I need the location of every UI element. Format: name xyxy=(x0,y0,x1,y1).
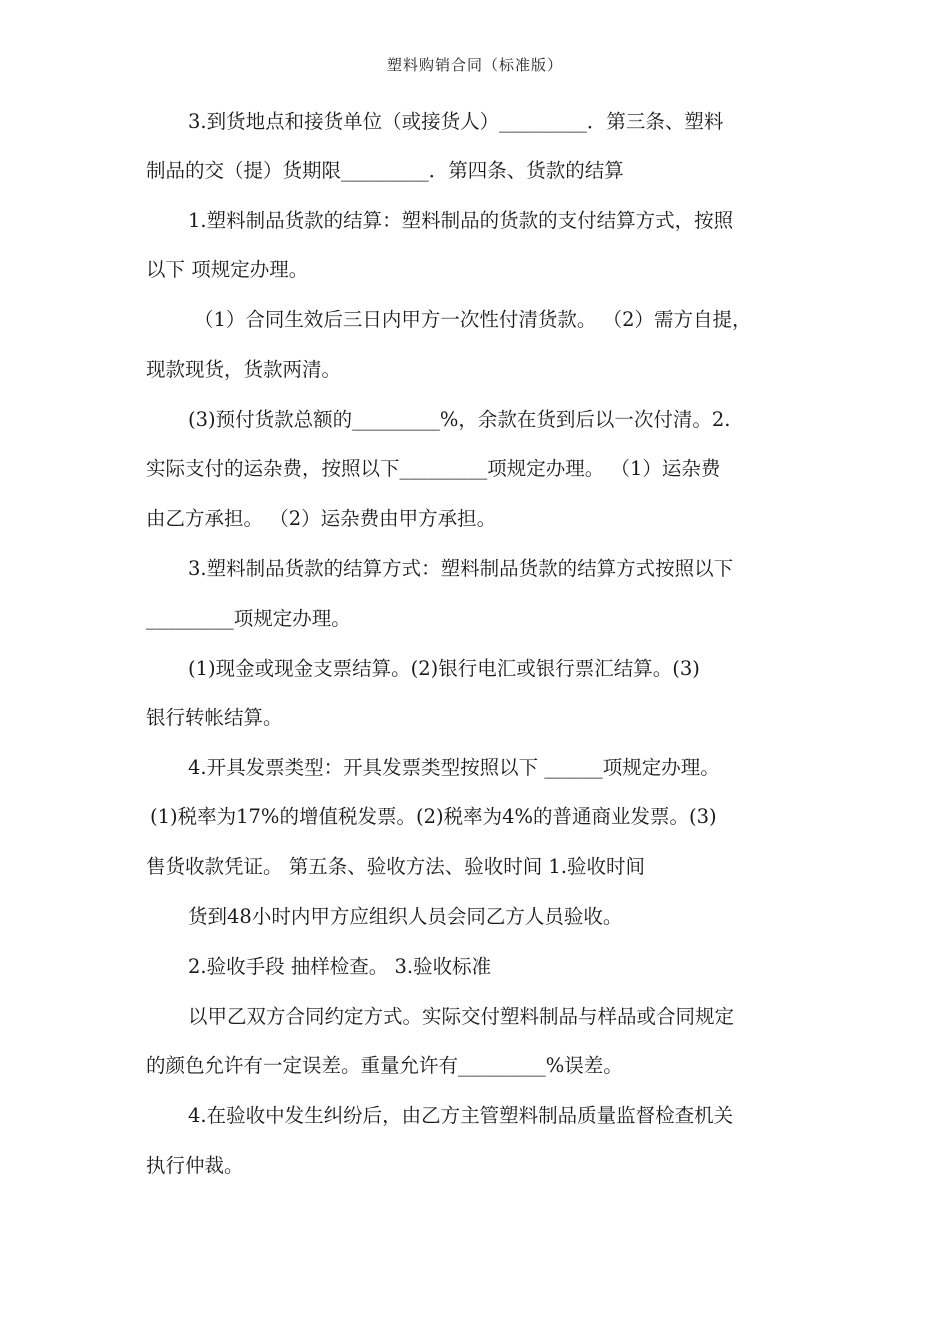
body-line-11: _________项规定办理。 xyxy=(146,607,351,630)
body-line-8: 实际支付的运杂费，按照以下_________项规定办理。 （1）运杂费 xyxy=(146,457,721,480)
body-line-2: 制品的交（提）货期限_________．第四条、货款的结算 xyxy=(146,159,624,182)
body-line-20: 的颜色允许有一定误差。重量允许有_________%误差。 xyxy=(146,1054,623,1077)
body-line-22: 执行仲裁。 xyxy=(146,1154,244,1177)
body-line-14: 4.开具发票类型：开具发票类型按照以下 ______项规定办理。 xyxy=(188,756,720,779)
body-line-3: 1.塑料制品货款的结算：塑料制品的货款的支付结算方式，按照 xyxy=(188,209,734,232)
body-line-6: 现款现货，货款两清。 xyxy=(146,358,342,381)
body-line-12: (1)现金或现金支票结算。(2)银行电汇或银行票汇结算。(3) xyxy=(188,657,700,680)
body-line-17: 货到48小时内甲方应组织人员会同乙方人员验收。 xyxy=(188,905,623,928)
body-line-16: 售货收款凭证。 第五条、验收方法、验收时间 1.验收时间 xyxy=(146,855,646,878)
body-line-4: 以下 项规定办理。 xyxy=(146,258,309,281)
body-line-21: 4.在验收中发生纠纷后，由乙方主管塑料制品质量监督检查机关 xyxy=(188,1104,734,1127)
body-line-19: 以甲乙双方合同约定方式。实际交付塑料制品与样品或合同规定 xyxy=(188,1005,735,1028)
body-line-1: 3.到货地点和接货单位（或接货人）_________．第三条、塑料 xyxy=(188,110,724,133)
body-line-18: 2.验收手段 抽样检查。 3.验收标准 xyxy=(188,955,492,978)
body-line-13: 银行转帐结算。 xyxy=(146,706,283,729)
body-line-5: （1）合同生效后三日内甲方一次性付清货款。 （2）需方自提， xyxy=(194,308,752,331)
body-line-10: 3.塑料制品货款的结算方式：塑料制品货款的结算方式按照以下 xyxy=(188,557,734,580)
body-line-15: (1)税率为17%的增值税发票。(2)税率为4%的普通商业发票。(3) xyxy=(150,805,717,828)
body-line-7: (3)预付货款总额的_________%，余款在货到后以一次付清。2. xyxy=(188,408,731,431)
page-header-title: 塑料购销合同（标准版） xyxy=(386,56,563,74)
body-line-9: 由乙方承担。 （2）运杂费由甲方承担。 xyxy=(146,507,497,530)
